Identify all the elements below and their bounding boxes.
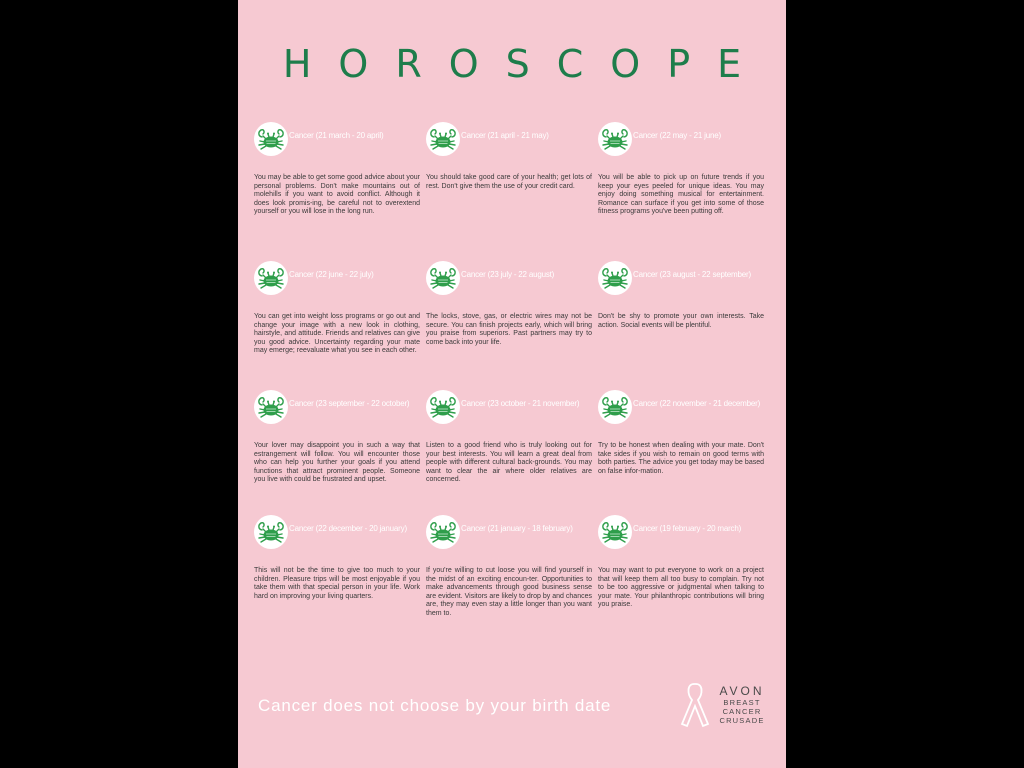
- crab-icon: [598, 122, 632, 156]
- horoscope-entry: [598, 122, 764, 217]
- sign-date-label: Cancer (22 december - 20 january): [289, 524, 407, 533]
- entry-header: [598, 390, 764, 424]
- horoscope-entry: [426, 515, 592, 619]
- horoscope-entry: [426, 261, 592, 347]
- entry-header: [426, 122, 592, 156]
- horoscope-text: Don't be shy to promote your own interests. Take action. Social events will be plentiful.: [598, 313, 764, 329]
- entry-header: [254, 390, 420, 424]
- horoscope-text: If you're willing to cut loose you will find yourself in the midst of an exciting encoun-ter. Opportunities to make advancements through good business sense are evident. Visitors are likely to drop by and chances are, they may even stay a little longer than you want them to.: [426, 567, 592, 617]
- sign-date-label: Cancer (21 april - 21 may): [461, 131, 549, 140]
- poster-title: HOROSCOPE: [282, 42, 769, 86]
- crab-icon: [426, 515, 460, 549]
- crab-icon: [598, 261, 632, 295]
- sign-date-label: Cancer (21 march - 20 april): [289, 131, 384, 140]
- horoscope-entry: [598, 261, 764, 330]
- sign-date-label: Cancer (22 june - 22 july): [289, 270, 374, 279]
- brand-line-2: CANCER: [722, 707, 762, 716]
- horoscope-text: You can get into weight loss programs or go out and change your image with a new look in clothing, hairstyle, and attitude. Friends and relatives can give you good advice. Uncertainty regarding your mate may emerge; reevaluate what you see in each other.: [254, 313, 420, 355]
- entry-header: [426, 515, 592, 549]
- horoscope-entry: [254, 122, 420, 217]
- entry-header: [254, 515, 420, 549]
- horoscope-text: Your lover may disappoint you in such a way that estrangement will follow. You will encounter those who can help you further your goals if you attend functions that attract prominent people. Someone you live with could be frustrated and upset.: [254, 442, 420, 484]
- horoscope-entry: [598, 390, 764, 476]
- sign-date-label: Cancer (22 november - 21 december): [633, 399, 761, 408]
- sign-date-label: Cancer (23 october - 21 november): [461, 399, 580, 408]
- entry-header: [598, 261, 764, 295]
- entry-header: [426, 390, 592, 424]
- sign-date-label: Cancer (22 may - 21 june): [633, 131, 721, 140]
- crab-icon: [598, 515, 632, 549]
- entry-header: [598, 122, 764, 156]
- brand-line-3: CRUSADE: [719, 716, 765, 725]
- horoscope-poster: [238, 0, 786, 768]
- horoscope-entry: [254, 261, 420, 356]
- sign-date-label: Cancer (23 august - 22 september): [633, 270, 751, 279]
- horoscope-entry: [426, 122, 592, 191]
- pink-ribbon-icon: [678, 680, 712, 730]
- crab-icon: [254, 390, 288, 424]
- entry-header: [426, 261, 592, 295]
- crab-icon: [254, 122, 288, 156]
- crab-icon: [426, 261, 460, 295]
- horoscope-entry: [254, 515, 420, 601]
- sign-date-label: Cancer (21 january - 18 february): [461, 524, 573, 533]
- avon-logo: [712, 684, 772, 725]
- horoscope-text: You may want to put everyone to work on a project that will keep them all too busy to complain. Try not to be too aggressive or judgmental when talking to your mate. Your philanthropic contributions will bring you praise.: [598, 567, 764, 609]
- horoscope-text: You will be able to pick up on future trends if you keep your eyes peeled for unique ideas. You may enjoy doing something musical for entertainment. Romance can surface if you get into some of those fitness programs you've been putting off.: [598, 174, 764, 216]
- horoscope-text: The locks, stove, gas, or electric wires may not be secure. You can finish projects early, which will bring you praise from superiors. Past partners may try to come back into your life.: [426, 313, 592, 346]
- crab-icon: [254, 515, 288, 549]
- brand-name: AVON: [719, 684, 765, 698]
- entry-header: [598, 515, 764, 549]
- sign-date-label: Cancer (19 february - 20 march): [633, 524, 742, 533]
- horoscope-text: This will not be the time to give too much to your children. Pleasure trips will be most enjoyable if you take them with that special person in your life. Work hard on improving your living quarters.: [254, 567, 420, 600]
- horoscope-text: You may be able to get some good advice about your personal problems. Don't make mountains out of molehills if you want to avoid conflict. Although it does look promis-ing, be careful not to overextend yourself or you will lose in the long run.: [254, 174, 420, 216]
- horoscope-text: Listen to a good friend who is truly looking out for your best interests. You will learn a great deal from people with different cultural back-grounds. You may want to clear the air where older relatives are concerned.: [426, 442, 592, 484]
- sign-date-label: Cancer (23 july - 22 august): [461, 270, 555, 279]
- crab-icon: [426, 390, 460, 424]
- horoscope-entry: [426, 390, 592, 485]
- entry-header: [254, 122, 420, 156]
- horoscope-text: You should take good care of your health; get lots of rest. Don't give them the use of your credit card.: [426, 174, 592, 190]
- tagline: Cancer does not choose by your birth date: [258, 696, 612, 715]
- horoscope-entry: [254, 390, 420, 485]
- horoscope-text: Try to be honest when dealing with your mate. Don't take sides if you wish to remain on good terms with both parties. The advice you get today may be based on false infor-mation.: [598, 442, 764, 475]
- crab-icon: [426, 122, 460, 156]
- entry-header: [254, 261, 420, 295]
- crab-icon: [598, 390, 632, 424]
- sign-date-label: Cancer (23 september - 22 october): [289, 399, 410, 408]
- horoscope-entry: [598, 515, 764, 610]
- brand-line-1: BREAST: [723, 698, 761, 707]
- crab-icon: [254, 261, 288, 295]
